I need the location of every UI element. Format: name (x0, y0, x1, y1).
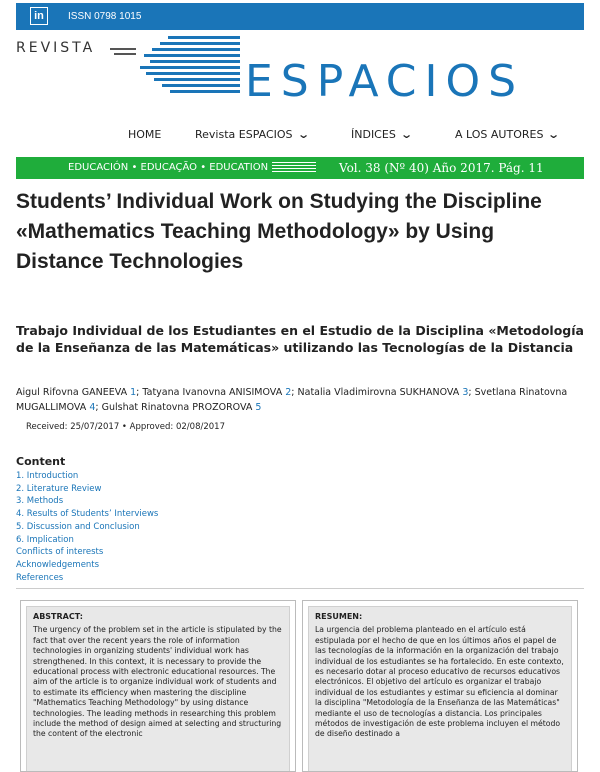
toc-link-literature-review[interactable]: 2. Literature Review (16, 483, 102, 494)
divider (16, 588, 584, 589)
chevron-down-icon: ⌄ (399, 128, 413, 141)
author-ref-link[interactable]: 1 (130, 387, 137, 398)
article-title: Students’ Individual Work on Studying the Discipline «Mathematics Teaching Methodology» by Using Distance Technologies (16, 190, 542, 273)
abstract-box (20, 600, 296, 772)
author-name: Svetlana Rinatovna MUGALLIMOVA (16, 387, 568, 413)
author-ref-link[interactable]: 4 (89, 402, 96, 413)
resumen-text: La urgencia del problema planteado en el artículo está estipulada por el hecho de que en los últimos años el papel de las tecnologías de la información en la organización del trabajo individual de los estudiantes se ha fortalecido. En este contexto, es necesario dotar al proceso educativo de recursos educativos electrónicos. El objetivo del artículo es organizar el trabajo individual de los estudiantes y estimar su eficiencia al dominar la disciplina "Metodología de la Enseñanza de las Matemáticas" mediante el uso de tecnologías a distancia. Los principales métodos de investigación de este problema incluyen el método de diseño destinado a (315, 625, 564, 739)
author-ref-link[interactable]: 2 (285, 387, 292, 398)
toc-link-implication[interactable]: 6. Implication (16, 534, 74, 545)
issn-text: ISSN 0798 1015 (68, 11, 142, 22)
nav-revista-espacios[interactable]: Revista ESPACIOS ⌄ (195, 128, 310, 141)
toc-link-introduction[interactable]: 1. Introduction (16, 471, 79, 481)
toc-link-conflicts[interactable]: Conflicts of interests (16, 547, 104, 558)
toc-link-acknowledgements[interactable]: Acknowledgements (16, 559, 100, 570)
table-of-contents (16, 470, 158, 584)
toc-link-results[interactable]: 4. Results of Students’ Interviews (16, 509, 159, 520)
toc-link-references[interactable]: References (16, 572, 64, 583)
resumen-box (302, 600, 578, 772)
toc-link-discussion[interactable]: 5. Discussion and Conclusion (16, 521, 140, 532)
received-approved-dates: Received: 25/07/2017 • Approved: 02/08/2017 (26, 422, 225, 432)
author-name: Natalia Vladimirovna SUKHANOVA (297, 387, 460, 398)
nav-home[interactable]: HOME (128, 128, 162, 141)
resumen-label: RESUMEN: (315, 612, 363, 621)
article-subtitle: Trabajo Individual de los Estudiantes en el Estudio de la Disciplina «Metodología de la Enseñanza de las Matemáticas» utilizando las Tecnologías de la Distancia (16, 323, 584, 355)
section-lines-icon (272, 162, 316, 174)
linkedin-icon[interactable]: in (30, 7, 48, 25)
author-name: Aigul Rifovna GANEEVA (16, 387, 128, 398)
abstract-label: ABSTRACT: (33, 612, 83, 621)
top-bar (16, 3, 584, 30)
abstract-text: The urgency of the problem set in the article is stipulated by the fact that over the recent years the role of information technologies in organizing students' individual work has strengthened. In this context, it is necessary to provide the educational process with electronic educational resources. The aim of the article is to organize individual work of students and to estimate its efficiency when mastering the discipline "Mathematics Teaching Methodology" by using distance technologies. The leading methods in researching this problem include the method of design aimed at selecting and structuring the content of the electronic (33, 625, 282, 739)
section-labels: EDUCACIÓN • EDUCAÇÃO • EDUCATION (68, 162, 269, 173)
logo-revista: REVISTA (16, 40, 96, 56)
toc-link-methods[interactable]: 3. Methods (16, 496, 64, 507)
author-ref-link[interactable]: 5 (255, 402, 262, 413)
section-bar (16, 157, 584, 179)
logo-espacios: ESPACIOS (245, 56, 525, 107)
volume-info: Vol. 38 (Nº 40) Año 2017. Pág. 11 (339, 161, 544, 175)
author-name: Tatyana Ivanovna ANISIMOVA (142, 387, 283, 398)
author-ref-link[interactable]: 3 (462, 387, 469, 398)
chevron-down-icon: ⌄ (296, 128, 310, 141)
author-name: Gulshat Rinatovna PROZOROVA (101, 402, 253, 413)
chevron-down-icon: ⌄ (547, 128, 561, 141)
author-list: Aigul Rifovna GANEEVA 1; Tatyana Ivanovna ANISIMOVA 2; Natalia Vladimirovna SUKHANOVA 3; Svetlana Rinatovna MUGALLIMOVA 4; Gulshat Rinatovna PROZOROVA 5 (16, 387, 568, 413)
nav-a-los-autores[interactable]: A LOS AUTORES ⌄ (455, 128, 561, 141)
content-heading: Content (16, 455, 66, 468)
nav-indices[interactable]: ÍNDICES ⌄ (351, 128, 413, 141)
logo-stripes-icon (110, 36, 240, 96)
